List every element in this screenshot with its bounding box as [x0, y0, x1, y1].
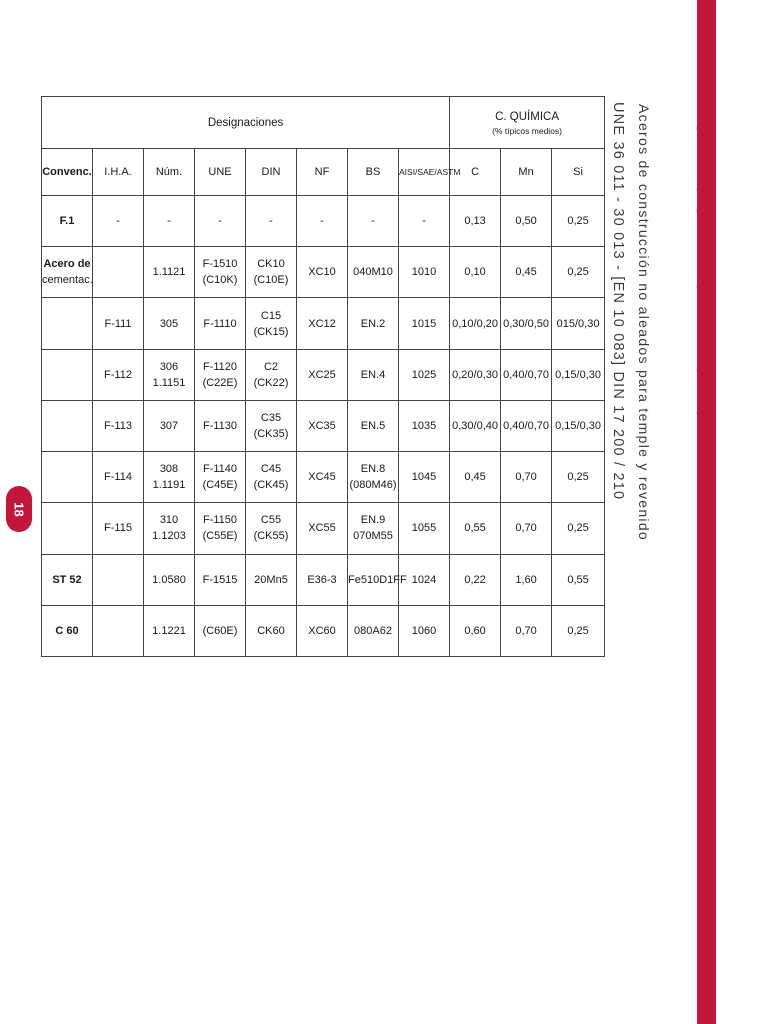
cell-text: 0,55	[464, 522, 486, 535]
cell-text: -	[371, 215, 375, 228]
cell-text: EN.5	[360, 419, 386, 432]
cell-num	[144, 298, 195, 349]
cell-nf	[297, 247, 348, 298]
cell-text: 0,20/0,30	[452, 368, 498, 381]
cell-text: -	[167, 215, 171, 228]
cell-si	[552, 247, 605, 298]
cell-text: 015/0,30	[556, 317, 600, 330]
cell-aisi	[399, 196, 450, 247]
cell-mn	[501, 605, 552, 656]
cell-text: -	[218, 215, 222, 228]
cell-iha	[93, 452, 144, 503]
cell-text: 1,60	[515, 573, 537, 586]
cell-text: -	[320, 215, 324, 228]
cell-text: 0,45	[464, 471, 486, 484]
cell-text: 0,15/0,30	[555, 368, 601, 381]
cell-text: (080M46)	[349, 479, 397, 492]
cell-nf	[297, 196, 348, 247]
steel-designation-table	[41, 96, 605, 657]
cell-din	[246, 349, 297, 400]
cell-text: 1010	[411, 266, 437, 279]
cell-une	[195, 452, 246, 503]
page-number: 18	[11, 501, 27, 517]
cell-si	[552, 605, 605, 656]
cell-num	[144, 247, 195, 298]
cell-convenc	[42, 452, 93, 503]
column-header: NF	[297, 149, 348, 196]
cell-text: 20Mn5	[254, 573, 288, 586]
cell-text: 0,10/0,20	[452, 317, 498, 330]
cell-iha	[93, 554, 144, 605]
table-row	[42, 349, 605, 400]
cell-nf	[297, 349, 348, 400]
cell-text: (C55E)	[202, 530, 238, 543]
cell-mn	[501, 503, 552, 554]
table-row	[42, 605, 605, 656]
cell-text: 307	[159, 419, 179, 432]
cell-text: (CK15)	[253, 325, 289, 338]
cell-text: EN.9	[360, 514, 386, 527]
cell-text: F-111	[104, 317, 132, 330]
cell-nf	[297, 452, 348, 503]
cell-text: 070M55	[353, 530, 393, 543]
cell-text: EN.4	[360, 368, 386, 381]
cell-c	[450, 196, 501, 247]
cell-din	[246, 196, 297, 247]
cell-text: ST 52	[52, 573, 82, 586]
cell-une	[195, 503, 246, 554]
cell-text: 1.1121	[152, 266, 186, 279]
column-header: Núm.	[144, 149, 195, 196]
cell-text: 1024	[411, 573, 437, 586]
cell-nf	[297, 400, 348, 451]
cell-bs	[348, 349, 399, 400]
cell-mn	[501, 400, 552, 451]
cell-text: C55	[260, 514, 282, 527]
cell-text: 0,40/0,70	[503, 419, 549, 432]
cell-text: C35	[260, 411, 282, 424]
cell-text: 0,40/0,70	[503, 368, 549, 381]
cell-text: C45	[260, 463, 282, 476]
cell-une	[195, 196, 246, 247]
cell-text: XC25	[308, 368, 336, 381]
cell-text: (CK22)	[253, 376, 289, 389]
cell-text: EN.2	[360, 317, 386, 330]
cell-text: 0,30/0,50	[503, 317, 549, 330]
cell-text: -	[422, 215, 426, 228]
cell-text: F-1120	[202, 360, 238, 373]
cell-aisi	[399, 452, 450, 503]
cell-num	[144, 605, 195, 656]
cell-bs	[348, 554, 407, 605]
cell-text: 0,70	[515, 624, 537, 637]
column-header: DIN	[246, 149, 297, 196]
cell-num	[144, 503, 195, 554]
cell-nf	[297, 503, 348, 554]
cell-num	[144, 196, 195, 247]
cell-num	[144, 452, 195, 503]
cell-c	[450, 452, 501, 503]
cell-text: (C60E)	[202, 624, 238, 637]
cell-text: EN.8	[360, 463, 386, 476]
cell-iha	[93, 503, 144, 554]
cell-text: 0,70	[515, 522, 537, 535]
group-header-row	[42, 97, 605, 149]
cell-si	[552, 452, 605, 503]
cell-text: 306	[159, 360, 179, 373]
subtitle-line-1: Aceros de construcción no aleados para temple y revenido	[636, 104, 652, 542]
cell-text: XC55	[308, 522, 336, 535]
table-body	[42, 196, 605, 657]
cell-text: F-1515	[202, 573, 238, 586]
table-row	[42, 196, 605, 247]
cell-text: 1045	[411, 471, 437, 484]
cell-din	[246, 452, 297, 503]
page-number-badge	[6, 486, 32, 532]
cell-din	[246, 503, 297, 554]
cell-text: 0,25	[567, 215, 589, 228]
cell-si	[552, 298, 605, 349]
cell-convenc	[42, 554, 93, 605]
section-title: ACEROS AL CARBONO	[691, 98, 721, 426]
cell-text: (CK55)	[253, 530, 289, 543]
cell-c	[450, 554, 501, 605]
cell-mn	[501, 247, 552, 298]
table-row	[42, 503, 605, 554]
cell-si	[552, 349, 605, 400]
cell-bs	[348, 247, 399, 298]
cell-nf	[297, 554, 348, 605]
cell-text: 1060	[411, 624, 437, 637]
cell-text: (CK35)	[253, 427, 289, 440]
cell-bs	[348, 196, 399, 247]
cell-din	[246, 400, 297, 451]
cell-c	[450, 503, 501, 554]
cell-bs	[348, 298, 399, 349]
cell-bs	[348, 605, 399, 656]
cell-nf	[297, 298, 348, 349]
column-header: Si	[552, 149, 605, 196]
cell-text: F-112	[104, 368, 132, 381]
cell-text: XC35	[308, 419, 336, 432]
cell-text: 0,13	[464, 215, 486, 228]
cell-text: C15	[260, 309, 282, 322]
column-header: BS	[348, 149, 399, 196]
cell-text: 1055	[411, 522, 437, 535]
cell-convenc	[42, 605, 93, 656]
column-header: C	[450, 149, 501, 196]
cell-text: 0,55	[567, 573, 589, 586]
cell-text: F.1	[59, 215, 75, 228]
column-header: AISI/SAE/ASTM	[399, 149, 450, 196]
column-header-row	[42, 149, 605, 196]
cell-text: (CK45)	[253, 479, 289, 492]
cell-text: F-1150	[202, 514, 238, 527]
cell-text: 1015	[411, 317, 437, 330]
cell-din	[246, 554, 297, 605]
table-row	[42, 452, 605, 503]
cell-iha	[93, 196, 144, 247]
designaciones-header: Designaciones	[42, 97, 450, 149]
table-row	[42, 247, 605, 298]
cell-text: F-1510	[202, 258, 238, 271]
cell-text: 0,60	[464, 624, 486, 637]
cell-text: 0,15/0,30	[555, 419, 601, 432]
cell-aisi	[399, 605, 450, 656]
cell-convenc	[42, 298, 93, 349]
column-header: UNE	[195, 149, 246, 196]
cell-text: F-1110	[203, 317, 237, 330]
cell-si	[552, 503, 605, 554]
cell-iha	[93, 349, 144, 400]
cell-text: Fe510D1FF	[348, 573, 407, 586]
subtitle-line-2: UNE 36 011 - 30 013 - [EN 10 083] DIN 17 200 / 210	[610, 102, 626, 501]
cell-mn	[501, 349, 552, 400]
column-header: Mn	[501, 149, 552, 196]
cell-c	[450, 349, 501, 400]
cell-din	[246, 247, 297, 298]
cell-text: F-113	[104, 419, 132, 432]
cell-text: XC60	[308, 624, 336, 637]
cell-text: (C10E)	[253, 274, 289, 287]
cell-iha	[93, 605, 144, 656]
cell-si	[552, 554, 605, 605]
cell-une	[195, 247, 246, 298]
cell-text: CK60	[257, 624, 285, 637]
cell-text: XC12	[308, 317, 336, 330]
cell-text: 0,10	[464, 266, 486, 279]
cell-text: C2	[263, 360, 279, 373]
cell-text: 0,25	[567, 471, 589, 484]
cell-text: 0,30/0,40	[452, 419, 498, 432]
cell-text: 305	[159, 317, 179, 330]
cell-si	[552, 400, 605, 451]
cell-num	[144, 400, 195, 451]
cell-text: 0,45	[515, 266, 537, 279]
cell-aisi	[399, 298, 450, 349]
cell-text: 0,25	[567, 624, 589, 637]
cell-mn	[501, 452, 552, 503]
cell-c	[450, 298, 501, 349]
cell-iha	[93, 298, 144, 349]
cell-text: F-1140	[202, 463, 238, 476]
cell-text: E36-3	[307, 573, 337, 586]
cell-convenc	[42, 400, 93, 451]
cell-text: 308	[159, 463, 179, 476]
cell-bs	[348, 452, 399, 503]
cell-num	[144, 349, 195, 400]
cell-num	[144, 554, 195, 605]
cell-text: 040M10	[353, 266, 393, 279]
cell-text: C 60	[55, 624, 79, 637]
cell-bs	[348, 503, 399, 554]
cell-convenc	[42, 503, 93, 554]
cell-text: -	[269, 215, 273, 228]
cell-text: -	[116, 215, 120, 228]
cell-text: 1035	[411, 419, 437, 432]
cell-text: Acero de	[43, 258, 91, 271]
cell-text: XC45	[308, 471, 336, 484]
cell-text: 0,50	[515, 215, 537, 228]
cell-text: 1025	[411, 368, 437, 381]
column-header: I.H.A.	[93, 149, 144, 196]
cell-iha	[93, 247, 144, 298]
cell-text: XC10	[308, 266, 336, 279]
cell-convenc	[42, 196, 93, 247]
cell-bs	[348, 400, 399, 451]
cell-nf	[297, 605, 348, 656]
table-row	[42, 400, 605, 451]
quimica-title: C. QUÍMICA	[495, 110, 559, 123]
cell-une	[195, 349, 246, 400]
cell-une	[195, 298, 246, 349]
cell-text: 1.1221	[152, 624, 186, 637]
cell-mn	[501, 298, 552, 349]
cell-din	[246, 605, 297, 656]
table-row	[42, 554, 605, 605]
cell-text: 1.1203	[152, 530, 186, 543]
cell-text: 310	[159, 514, 179, 527]
cell-text: F-115	[104, 522, 132, 535]
cell-aisi	[399, 503, 450, 554]
cell-aisi	[399, 247, 450, 298]
cell-une	[195, 554, 246, 605]
cell-text: 0,22	[464, 573, 486, 586]
cell-une	[195, 400, 246, 451]
cell-convenc	[42, 349, 93, 400]
cell-aisi	[399, 349, 450, 400]
cell-convenc	[42, 247, 93, 298]
cell-text: CK10	[257, 258, 285, 271]
cell-din	[246, 298, 297, 349]
quimica-header	[450, 97, 605, 149]
cell-mn	[501, 196, 552, 247]
column-header: Convenc.	[42, 149, 93, 196]
cell-text: 1.1151	[152, 376, 186, 389]
cell-text: cementac.	[42, 274, 93, 287]
cell-c	[450, 605, 501, 656]
cell-text: 1.1191	[152, 479, 186, 492]
cell-text: 0,25	[567, 266, 589, 279]
cell-text: F-1130	[202, 419, 238, 432]
cell-c	[450, 247, 501, 298]
cell-aisi	[399, 400, 450, 451]
cell-iha	[93, 400, 144, 451]
cell-text: F-114	[104, 471, 132, 484]
cell-mn	[501, 554, 552, 605]
cell-text: 0,70	[515, 471, 537, 484]
cell-text: 1.0580	[152, 573, 186, 586]
cell-text: 080A62	[354, 624, 392, 637]
cell-c	[450, 400, 501, 451]
quimica-note: (% típicos medios)	[492, 125, 563, 136]
cell-text: (C22E)	[202, 376, 238, 389]
cell-une	[195, 605, 246, 656]
table-row	[42, 298, 605, 349]
cell-text: (C10K)	[202, 274, 238, 287]
cell-si	[552, 196, 605, 247]
cell-text: (C45E)	[202, 479, 238, 492]
cell-text: 0,25	[567, 522, 589, 535]
